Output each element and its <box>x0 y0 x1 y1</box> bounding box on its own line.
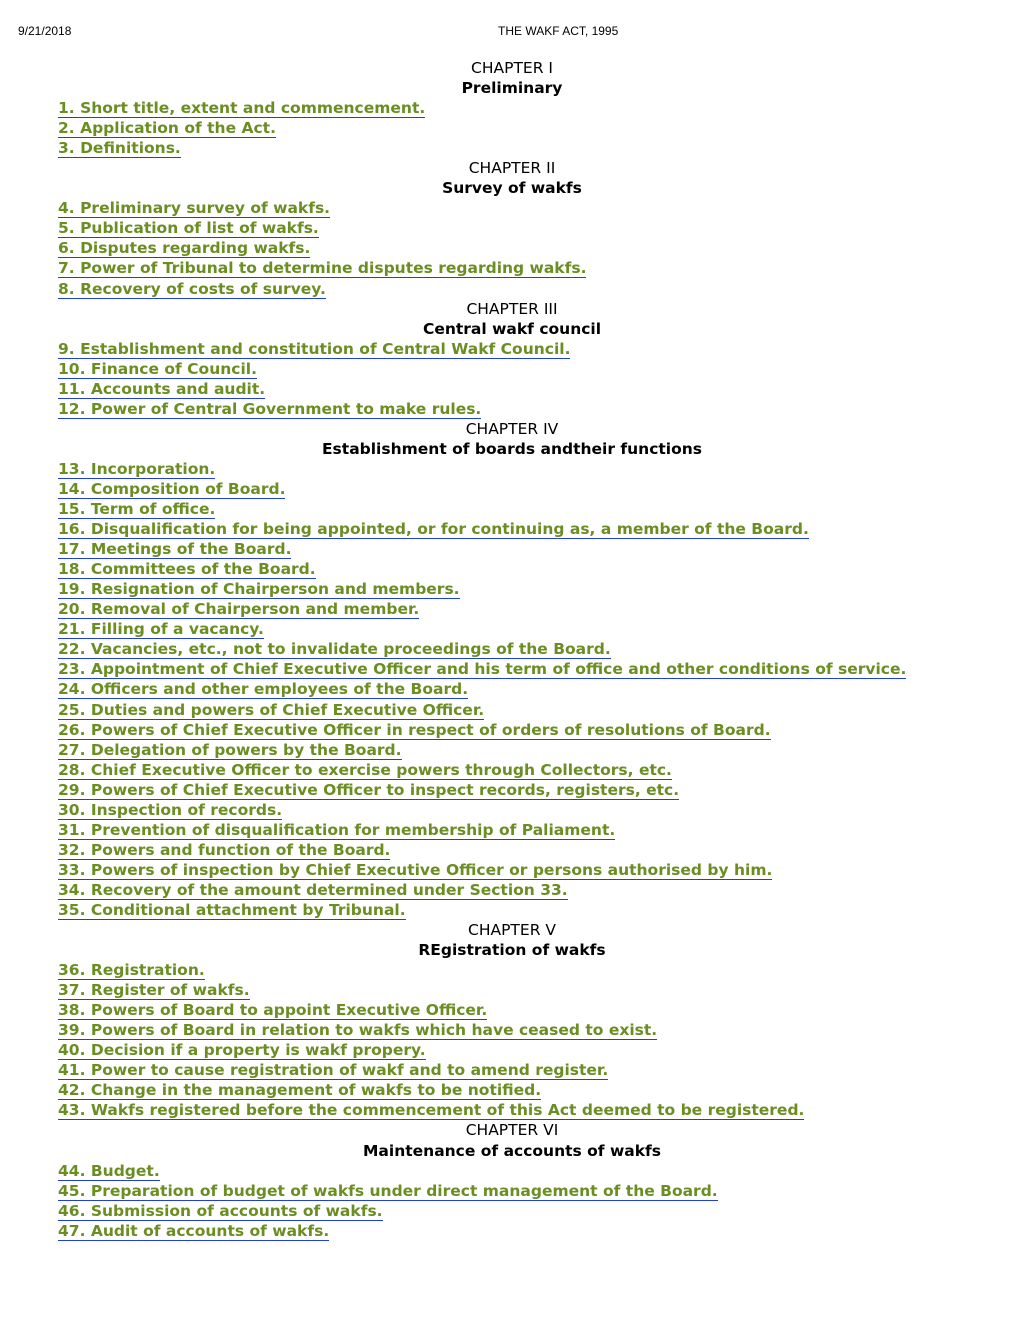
section-item <box>58 559 966 579</box>
section-item <box>58 740 966 760</box>
chapter-title: Preliminary <box>461 79 563 98</box>
chapter-number: CHAPTER V <box>468 921 556 940</box>
section-item <box>58 1221 966 1241</box>
section-link[interactable]: 45. Preparation of budget of wakfs under direct management of the Board. <box>58 1181 718 1200</box>
section-link[interactable]: 15. Term of office. <box>58 500 216 519</box>
section-item <box>58 399 966 419</box>
section-link[interactable]: 47. Audit of accounts of wakfs. <box>58 1221 330 1240</box>
section-item <box>58 1000 966 1020</box>
section-item <box>58 539 966 559</box>
section-link[interactable]: 14. Composition of Board. <box>58 479 286 498</box>
section-link[interactable]: 18. Committees of the Board. <box>58 560 316 579</box>
section-link[interactable]: 8. Recovery of costs of survey. <box>58 279 326 298</box>
chapter-number: CHAPTER IV <box>465 419 559 438</box>
section-item <box>58 138 966 158</box>
section-link[interactable]: 17. Meetings of the Board. <box>58 540 292 559</box>
section-item <box>58 459 966 479</box>
table-of-contents <box>58 58 966 1241</box>
section-link[interactable]: 40. Decision if a property is wakf propery. <box>58 1041 426 1060</box>
section-item <box>58 720 966 740</box>
section-item <box>58 1181 966 1201</box>
section-item <box>58 359 966 379</box>
section-link[interactable]: 30. Inspection of records. <box>58 800 283 819</box>
section-item <box>58 1080 966 1100</box>
section-link[interactable]: 36. Registration. <box>58 961 205 980</box>
section-link[interactable]: 34. Recovery of the amount determined under Section 33. <box>58 880 568 899</box>
section-link[interactable]: 41. Power to cause registration of wakf and to amend register. <box>58 1061 609 1080</box>
section-link[interactable]: 29. Powers of Chief Executive Officer to inspect records, registers, etc. <box>58 780 680 799</box>
chapter-number: CHAPTER II <box>468 159 556 178</box>
chapter-title: Central wakf council <box>422 319 602 338</box>
section-item <box>58 760 966 780</box>
section-link[interactable]: 43. Wakfs registered before the commencement of this Act deemed to be registered. <box>58 1101 805 1120</box>
section-link[interactable]: 39. Powers of Board in relation to wakfs which have ceased to exist. <box>58 1021 658 1040</box>
section-item <box>58 960 966 980</box>
section-item <box>58 479 966 499</box>
section-link[interactable]: 37. Register of wakfs. <box>58 981 250 1000</box>
section-link[interactable]: 42. Change in the management of wakfs to be notified. <box>58 1081 542 1100</box>
section-item <box>58 840 966 860</box>
section-link[interactable]: 27. Delegation of powers by the Board. <box>58 740 402 759</box>
section-link[interactable]: 7. Power of Tribunal to determine disputes regarding wakfs. <box>58 259 587 278</box>
section-item <box>58 258 966 278</box>
section-item <box>58 599 966 619</box>
section-item <box>58 198 966 218</box>
section-link[interactable]: 2. Application of the Act. <box>58 119 276 138</box>
section-link[interactable]: 44. Budget. <box>58 1161 160 1180</box>
section-link[interactable]: 20. Removal of Chairperson and member. <box>58 600 420 619</box>
section-item <box>58 800 966 820</box>
section-item <box>58 1060 966 1080</box>
section-item <box>58 1040 966 1060</box>
section-link[interactable]: 31. Prevention of disqualification for membership of Paliament. <box>58 820 616 839</box>
chapter-number: CHAPTER I <box>471 59 553 77</box>
section-link[interactable]: 9. Establishment and constitution of Central Wakf Council. <box>58 339 571 358</box>
section-item <box>58 98 966 118</box>
section-link[interactable]: 24. Officers and other employees of the Board. <box>58 680 469 699</box>
section-link[interactable]: 22. Vacancies, etc., not to invalidate proceedings of the Board. <box>58 640 611 659</box>
section-item <box>58 780 966 800</box>
section-item <box>58 519 966 539</box>
section-item <box>58 619 966 639</box>
section-item <box>58 1100 966 1120</box>
section-item <box>58 1161 966 1181</box>
print-title: THE WAKF ACT, 1995 <box>498 24 619 38</box>
section-link[interactable]: 3. Definitions. <box>58 139 181 158</box>
section-item <box>58 900 966 920</box>
section-item <box>58 860 966 880</box>
section-item <box>58 339 966 359</box>
section-link[interactable]: 5. Publication of list of wakfs. <box>58 219 319 238</box>
section-link[interactable]: 10. Finance of Council. <box>58 359 257 378</box>
section-item <box>58 1020 966 1040</box>
section-item <box>58 820 966 840</box>
chapter-number: CHAPTER VI <box>465 1121 559 1140</box>
chapter-number: CHAPTER III <box>466 299 558 318</box>
section-item <box>58 1201 966 1221</box>
section-link[interactable]: 16. Disqualification for being appointed, or for continuing as, a member of the Board. <box>58 520 809 539</box>
section-item <box>58 238 966 258</box>
section-item <box>58 639 966 659</box>
section-item <box>58 279 966 299</box>
section-link[interactable]: 25. Duties and powers of Chief Executive Officer. <box>58 700 485 719</box>
section-link[interactable]: 23. Appointment of Chief Executive Officer and his term of office and other conditions of service. <box>58 660 907 679</box>
section-link[interactable]: 26. Powers of Chief Executive Officer in respect of orders of resolutions of Board. <box>58 720 771 739</box>
section-link[interactable]: 21. Filling of a vacancy. <box>58 620 264 639</box>
section-item <box>58 499 966 519</box>
section-link[interactable]: 19. Resignation of Chairperson and members. <box>58 580 460 599</box>
section-link[interactable]: 4. Preliminary survey of wakfs. <box>58 199 331 218</box>
chapter-title: Survey of wakfs <box>442 179 582 198</box>
section-link[interactable]: 46. Submission of accounts of wakfs. <box>58 1201 383 1220</box>
section-link[interactable]: 12. Power of Central Government to make rules. <box>58 399 482 418</box>
section-item <box>58 218 966 238</box>
section-item <box>58 700 966 720</box>
chapter-title: Establishment of boards andtheir functions <box>321 439 703 458</box>
section-link[interactable]: 6. Disputes regarding wakfs. <box>58 239 311 258</box>
section-link[interactable]: 13. Incorporation. <box>58 459 216 478</box>
print-date: 9/21/2018 <box>18 24 72 38</box>
section-link[interactable]: 11. Accounts and audit. <box>58 379 266 398</box>
section-link[interactable]: 35. Conditional attachment by Tribunal. <box>58 900 406 919</box>
section-link[interactable]: 28. Chief Executive Officer to exercise powers through Collectors, etc. <box>58 760 672 779</box>
section-link[interactable]: 38. Powers of Board to appoint Executive Officer. <box>58 1001 488 1020</box>
section-link[interactable]: 32. Powers and function of the Board. <box>58 840 391 859</box>
section-item <box>58 659 966 679</box>
chapter-title: REgistration of wakfs <box>418 941 606 960</box>
section-item <box>58 980 966 1000</box>
section-item <box>58 579 966 599</box>
section-link[interactable]: 1. Short title, extent and commencement. <box>58 99 426 118</box>
chapter-title: Maintenance of accounts of wakfs <box>363 1141 661 1160</box>
section-item <box>58 880 966 900</box>
section-item <box>58 379 966 399</box>
section-item <box>58 679 966 699</box>
section-item <box>58 118 966 138</box>
section-link[interactable]: 33. Powers of inspection by Chief Executive Officer or persons authorised by him. <box>58 860 773 879</box>
